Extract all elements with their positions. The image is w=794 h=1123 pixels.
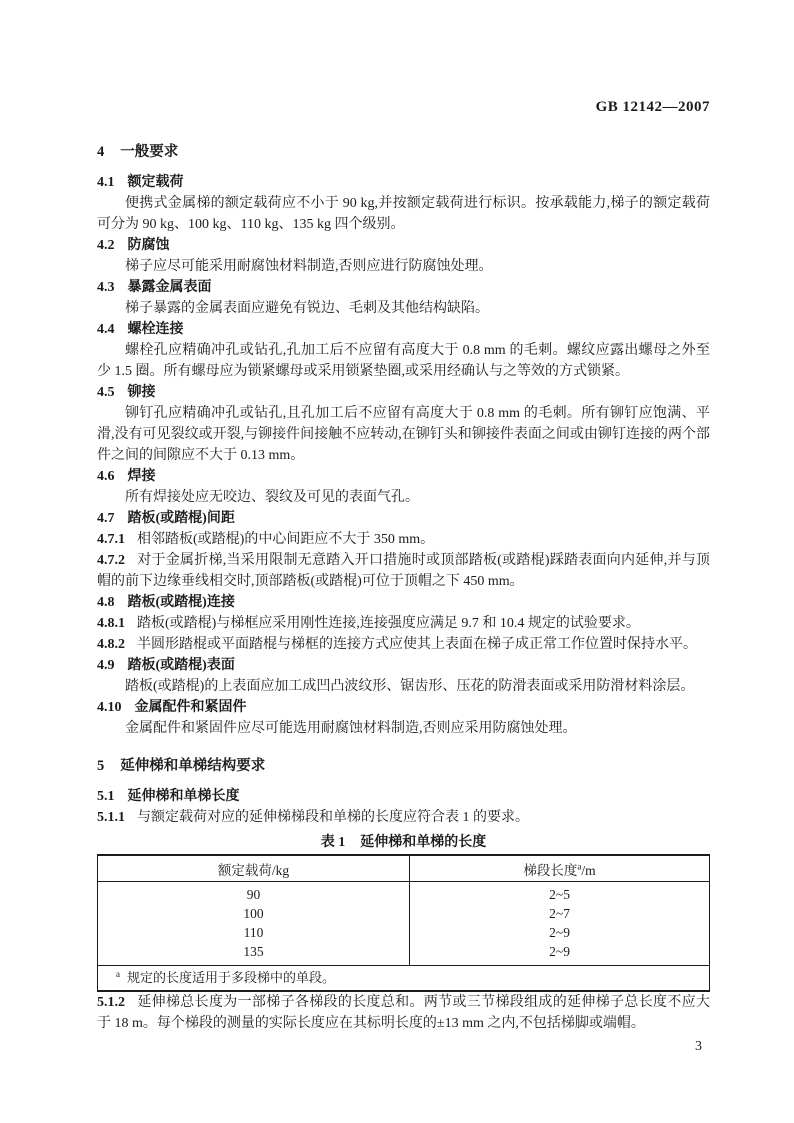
clause — [97, 807, 710, 828]
paragraph: 铆钉孔应精确冲孔或钻孔,且孔加工后不应留有高度大于 0.8 mm 的毛刺。所有铆钉应饱满、平滑,没有可见裂纹或开裂,与铆接件间接触不应转动,在铆钉头和铆接件表面之间或由铆钉连接的两个部件之间的间隙应不大于 0.13 mm。 — [97, 406, 710, 463]
heading-number: 4 — [97, 144, 105, 160]
cell-section-length: 2~9 — [549, 944, 570, 959]
heading-title: 金属配件和紧固件 — [134, 700, 247, 715]
clause-text: 相邻踏板(或踏棍)的中心间距应不大于 350 mm。 — [137, 532, 435, 547]
table-header-rated-load: 额定载荷/kg — [98, 855, 410, 882]
paragraph: 梯子暴露的金属表面应避免有锐边、毛刺及其他结构缺陷。 — [125, 301, 489, 316]
paragraph: 梯子应尽可能采用耐腐蚀材料制造,否则应进行防腐蚀处理。 — [125, 259, 493, 274]
heading-title: 踏板(或踏棍)连接 — [127, 595, 235, 610]
section-heading — [97, 756, 710, 777]
heading-title: 螺栓连接 — [127, 322, 184, 337]
cell-section-length: 2~7 — [549, 906, 570, 921]
paragraph: 踏板(或踏棍)的上表面应加工成凹凸波纹形、锯齿形、压花的防滑表面或采用防滑材料涂层。 — [125, 679, 695, 694]
heading-title: 暴露金属表面 — [127, 280, 212, 295]
heading-number: 4.5 — [97, 385, 115, 400]
paragraph: 金属配件和紧固件应尽可能选用耐腐蚀材料制造,否则应采用防腐蚀处理。 — [125, 721, 577, 736]
heading-title: 防腐蚀 — [127, 238, 170, 253]
ladder-length-table — [97, 854, 710, 992]
heading-number: 5 — [97, 758, 105, 774]
heading-number: 4.8 — [97, 595, 115, 610]
heading-title: 额定载荷 — [127, 175, 184, 190]
heading-title: 焊接 — [127, 469, 156, 484]
subsection-heading — [97, 786, 710, 807]
table-header-footnote-marker: a — [577, 861, 582, 871]
table-header-section-length-text: 梯段长度 — [523, 862, 578, 878]
heading-number: 4.9 — [97, 658, 115, 673]
subsection-heading — [97, 382, 710, 403]
heading-title: 踏板(或踏棍)表面 — [127, 658, 235, 673]
clause-text: 与额定载荷对应的延伸梯梯段和单梯的长度应符合表 1 的要求。 — [137, 810, 529, 825]
subsection-heading — [97, 655, 710, 676]
heading-number: 4.10 — [97, 700, 122, 715]
clause-number: 4.7.2 — [97, 553, 125, 568]
cell-rated-load: 100 — [98, 904, 410, 923]
subsection-heading — [97, 277, 710, 298]
table-footnote-row — [98, 966, 710, 992]
cell-rated-load: 110 — [98, 923, 410, 942]
cell-rated-load: 90 — [98, 882, 410, 905]
cell-section-length: 2~5 — [549, 887, 570, 902]
heading-title: 延伸梯和单梯长度 — [127, 789, 240, 804]
subsection-heading — [97, 697, 710, 718]
clause-number: 5.1.1 — [97, 810, 125, 825]
table-caption — [97, 832, 710, 853]
paragraph: 便携式金属梯的额定载荷应不小于 90 kg,并按额定载荷进行标识。按承载能力,梯子的额定载荷可分为 90 kg、100 kg、110 kg、135 kg 四个级别。 — [97, 196, 710, 232]
heading-title: 铆接 — [127, 385, 156, 400]
heading-number: 4.3 — [97, 280, 115, 295]
subsection-heading — [97, 466, 710, 487]
table-caption-label: 表 1 — [320, 835, 346, 850]
clause-number: 5.1.2 — [97, 995, 125, 1010]
clause-number: 4.8.2 — [97, 637, 125, 652]
clause — [97, 529, 710, 550]
subsection-heading — [97, 172, 710, 193]
clause-text: 半圆形踏棍或平面踏棍与梯框的连接方式应使其上表面在梯子成正常工作位置时保持水平。 — [137, 637, 697, 652]
heading-number: 4.2 — [97, 238, 115, 253]
clause-text: 延伸梯总长度为一部梯子各梯段的长度总和。两节或三节梯段组成的延伸梯子总长度不应大于 18 m。每个梯段的测量的实际长度应在其标明长度的±13 mm 之内,不包括梯脚或端帽。 — [97, 995, 710, 1031]
footnote-text: 规定的长度适用于多段梯中的单段。 — [127, 970, 336, 985]
table-row — [98, 904, 710, 923]
paragraph: 所有焊接处应无咬边、裂纹及可见的表面气孔。 — [125, 490, 419, 505]
clause — [97, 634, 710, 655]
table-row — [98, 942, 710, 966]
heading-title: 踏板(或踏棍)间距 — [127, 511, 235, 526]
paragraph: 螺栓孔应精确冲孔或钻孔,孔加工后不应留有高度大于 0.8 mm 的毛刺。螺纹应露出螺母之外至少 1.5 圈。所有螺母应为锁紧螺母或采用锁紧垫圈,或采用经确认与之等效的方式锁紧。 — [97, 343, 710, 379]
table-body — [98, 882, 710, 966]
subsection-heading — [97, 235, 710, 256]
clause — [97, 550, 710, 592]
subsection-heading — [97, 319, 710, 340]
clause-number: 4.7.1 — [97, 532, 125, 547]
clause-text: 对于金属折梯,当采用限制无意踏入开口措施时或顶部踏板(或踏棍)踩踏表面向内延伸,并与顶帽的前下边缘垂线相交时,顶部踏板(或踏棍)可位于顶帽之下 450 mm。 — [97, 553, 710, 589]
subsection-heading — [97, 508, 710, 529]
table-row — [98, 882, 710, 905]
table-caption-title: 延伸梯和单梯的长度 — [360, 835, 487, 850]
subsection-heading — [97, 592, 710, 613]
heading-title: 延伸梯和单梯结构要求 — [120, 758, 266, 774]
table-header-row — [98, 855, 710, 882]
clause — [97, 992, 710, 1034]
blocks-after-table — [97, 992, 710, 1034]
heading-number: 4.6 — [97, 469, 115, 484]
heading-number: 4.1 — [97, 175, 115, 190]
heading-number: 5.1 — [97, 789, 115, 804]
heading-number: 4.4 — [97, 322, 115, 337]
cell-rated-load: 135 — [98, 942, 410, 966]
heading-number: 4.7 — [97, 511, 115, 526]
clause-text: 踏板(或踏棍)与梯框应采用刚性连接,连接强度应满足 9.7 和 10.4 规定的试验要求。 — [137, 616, 640, 631]
table-row — [98, 923, 710, 942]
standard-code: GB 12142—2007 — [595, 99, 710, 115]
section-heading — [97, 142, 710, 163]
table-foot — [98, 966, 710, 992]
heading-title: 一般要求 — [120, 144, 179, 160]
table-head — [98, 855, 710, 882]
blocks-before-table — [97, 142, 710, 828]
clause — [97, 613, 710, 634]
table-header-section-length — [410, 855, 710, 882]
table-header-section-length-unit: /m — [581, 862, 596, 878]
footnote-marker: a — [116, 968, 120, 979]
page-number: 3 — [695, 1039, 702, 1054]
clause-number: 4.8.1 — [97, 616, 125, 631]
table-footnote — [98, 966, 710, 992]
cell-section-length: 2~9 — [549, 925, 570, 940]
